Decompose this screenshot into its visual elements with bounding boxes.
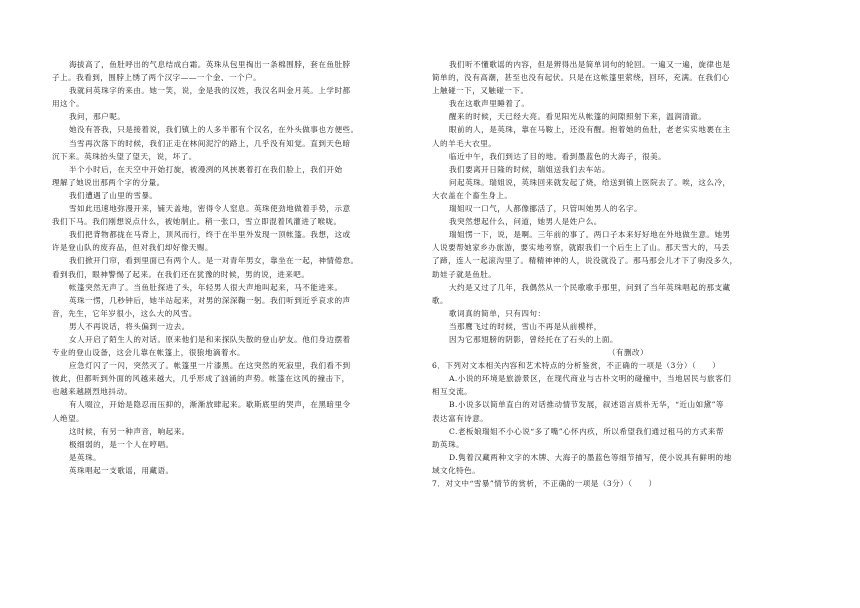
- right-text-line: 醒来的时候，天已经大亮。看见阳光从帐篷的间隙照射下来，温润清澈。: [449, 112, 707, 122]
- left-text-line: 她没有答我，只是接着说，我们镇上的人多半都有个汉名，在外头做事也方便些。: [69, 125, 359, 135]
- left-text-line: 看到我们，眼神警惕了起来。在我们还在犹豫的时候，男的说，进来吧。: [52, 269, 310, 279]
- left-text-line: 海拔高了，鱼肚呼出的气息结成白霜。英珠从包里掏出一条棉围脖，套在鱼肚脖: [69, 60, 351, 69]
- left-column: [52, 58, 442, 477]
- right-text-line: 大衣盖在个畜生身上。: [432, 190, 513, 200]
- left-text-line: 应急灯闪了一闪，突然灭了。帐篷里一片漆黑。在这突然的死寂里，我们看不到: [69, 361, 351, 371]
- left-text-line: 男人不再说话，将头偏到一边去。: [69, 321, 190, 331]
- right-text-line: 上触碰一下，又触碰一下。: [432, 86, 529, 96]
- right-text-line: 因为它那翅膀的阴影，曾经托在了石头的上面。: [449, 334, 618, 344]
- left-text-line: 音，先生，它年岁很小，这么大的风雪。: [52, 308, 197, 318]
- right-text-line: （有删改）: [607, 348, 649, 358]
- right-text-line: 6．下列对文本相关内容和艺术特点的分析鉴赏，不正确的一项是（3分）（ ）: [432, 361, 721, 371]
- right-text-line: 表达富有诗意。: [432, 413, 489, 423]
- left-text-line: 帐篷突然无声了。当鱼肚探进了头，年轻男人很大声地叫起来，马不能进来。: [69, 282, 343, 292]
- right-text-line: 简单的，没有高潮，甚至也没有起伏。只是在这帐篷里萦绕，回环，充满。在我们心: [432, 73, 730, 83]
- right-text-line: 瑞姐叹一口气，人都像挪活了，只管叫她男人的名字。: [449, 204, 643, 214]
- left-text-line: 我们下马。我们刚想说点什么，被她制止。稍一张口，雪立即混着风灌进了喉咙。: [52, 217, 342, 227]
- right-text-line: 瑞姐愣一下，说，是啊。三年前的事了。两口子本来好好地在外地做生意。她男: [449, 230, 731, 240]
- right-text-line: 当那鹰飞过的时候，雪山不再是从前模样，: [449, 321, 602, 331]
- right-text-line: 我在这歌声里睡着了。: [449, 99, 530, 109]
- right-text-line: 大约是又过了几年，我偶然从一个民歌歌手那里，问到了当年英珠唱起的那支藏: [449, 282, 731, 292]
- right-text-line: 了蹄，连人一起滚沟里了。精精神神的人，说没就没了。那马那会儿才下了驹没多久，: [432, 256, 738, 266]
- left-text-line: 我们掀开门帘，看到里面已有两个人。是一对青年男女，靠坐在一起，神情倦怠。: [69, 256, 359, 266]
- left-text-line: 有人啜泣，开始是隐忍而压抑的，渐渐放肆起来。歇斯底里的哭声，在黑暗里令: [69, 400, 351, 410]
- left-text-line: 我们把背物都拢在马背上，顶风而行，终于在半里外发现一顶帐篷。我想，这或: [69, 230, 351, 240]
- right-text-line: C.老板娘瑞姐不小心说“多了嘴”心怀内疚，所以希望我们通过租马的方式来帮: [449, 426, 724, 436]
- right-text-line: 人说要帮她家乡办旅游，要实地考察，就跟我们一个后生上了山。那天雪大的，马丢: [432, 243, 730, 253]
- left-text-line: 我就问英珠字的来由。她一笑，说，金是我的汉姓，我汉名叫金月英。上学时都: [69, 86, 351, 96]
- left-text-line: 子上。我看到，围脖上绣了两个汉字——一个金、一个户。: [52, 73, 262, 83]
- right-text-line: B.小说多以简单直白的对话推动情节发展，叙述语言质朴无华，“近山如黛”等: [449, 400, 724, 410]
- left-text-line: 我问，那户呢。: [69, 112, 126, 122]
- right-text-line: 歌词真的简单，只有四句：: [449, 308, 546, 318]
- left-text-line: 当雪再次落下的时候，我们正走在林间泥泞的路上，几乎没有知觉。直到天色暗: [69, 138, 351, 148]
- left-text-line: 人绝望。: [52, 413, 85, 423]
- left-text-line: 沉下来。英珠抬头望了望天，说，坏了。: [52, 151, 197, 161]
- right-text-line: 助英珠。: [432, 439, 465, 449]
- right-text-line: 7．对文中“雪暴”情节的赏析，不正确的一项是（3分）（ ）: [432, 479, 657, 488]
- right-text-line: D.隽着汉藏两种文字的木牌、大海子的墨蓝色等细节描写，使小说具有鲜明的地: [449, 452, 732, 462]
- right-text-line: 问起英珠。瑞姐说，英珠回来就发起了烧，给送到镇上医院去了。唉，这么冷，: [449, 177, 731, 187]
- left-text-line: 极细弱的，是一个人在哼唱。: [69, 439, 174, 449]
- right-text-line: 眼前的人，是英珠，靠在马鞍上，还没有醒。抱着她的鱼肚，老老实实地裹在主: [449, 125, 731, 135]
- right-text-line: 我们要离开日隆的时候，瑞姐送我们去车站。: [449, 164, 610, 174]
- left-text-line: 用这个。: [52, 99, 85, 109]
- left-text-line: 彼此，但都听到外面的风越来越大，几乎形成了汹涌的声势。帐篷在这风的撞击下，: [52, 374, 350, 384]
- left-text-line: 也越来越剧烈地抖动。: [52, 387, 133, 397]
- left-text-line: 理解了她说出那两个字的分量。: [52, 177, 165, 187]
- right-text-line: 域文化特色。: [432, 465, 481, 475]
- right-text-line: 人的羊毛大衣里。: [432, 138, 497, 148]
- right-text-line: 临近中午，我们到达了目的地。看到墨蓝色的大海子，很美。: [449, 151, 667, 161]
- left-text-line: 英珠唱起一支歌谣，用藏语。: [69, 465, 174, 475]
- right-text-line: 歌。: [432, 295, 449, 305]
- right-text-line: 相互交流。: [432, 387, 473, 397]
- left-text-line: 半个小时后，在天空中开始打旋，被漫洌的风挟裹着打在我们脸上，我们开始: [69, 164, 343, 174]
- left-text-line: 这时候，有另一种声音，响起来。: [69, 426, 190, 436]
- right-text-line: 我突然想起什么，问道，她男人是姓户么。: [449, 217, 602, 227]
- left-text-line: 雪如此迅速地弥漫开来，铺天盖地，密得令人窒息。英珠使劲地做着手势，示意: [69, 204, 351, 214]
- right-column: [432, 58, 824, 490]
- right-text-line: 我们听不懂歌谣的内容，但是辨得出是简单词句的轮回。一遍又一遍，旋律也是: [449, 60, 731, 69]
- left-text-line: 女人开启了陌生人的对话。原来他们是和来探队失散的登山驴友。他们身边摆着: [69, 334, 351, 344]
- left-text-line: 英珠一愣，几秒钟后，她半站起来，对男的深深鞠一躬。我们听到近乎哀求的声: [69, 295, 351, 305]
- left-text-line: 许是登山队的废弃品，但对我们却好像天赐。: [52, 243, 213, 253]
- left-text-line: 是英珠。: [69, 452, 102, 462]
- left-text-line: 专业的登山设备，这会儿靠在帐篷上，很狼地滴着水。: [52, 348, 246, 358]
- right-text-line: A.小说的环境是旅游景区，在现代商业与古朴文明的碰撞中，当地居民与旅客们: [449, 374, 732, 384]
- right-text-line: 助娃子就是鱼肚。: [432, 269, 497, 279]
- left-text-line: 我们遭遇了山里的雪暴。: [69, 190, 158, 200]
